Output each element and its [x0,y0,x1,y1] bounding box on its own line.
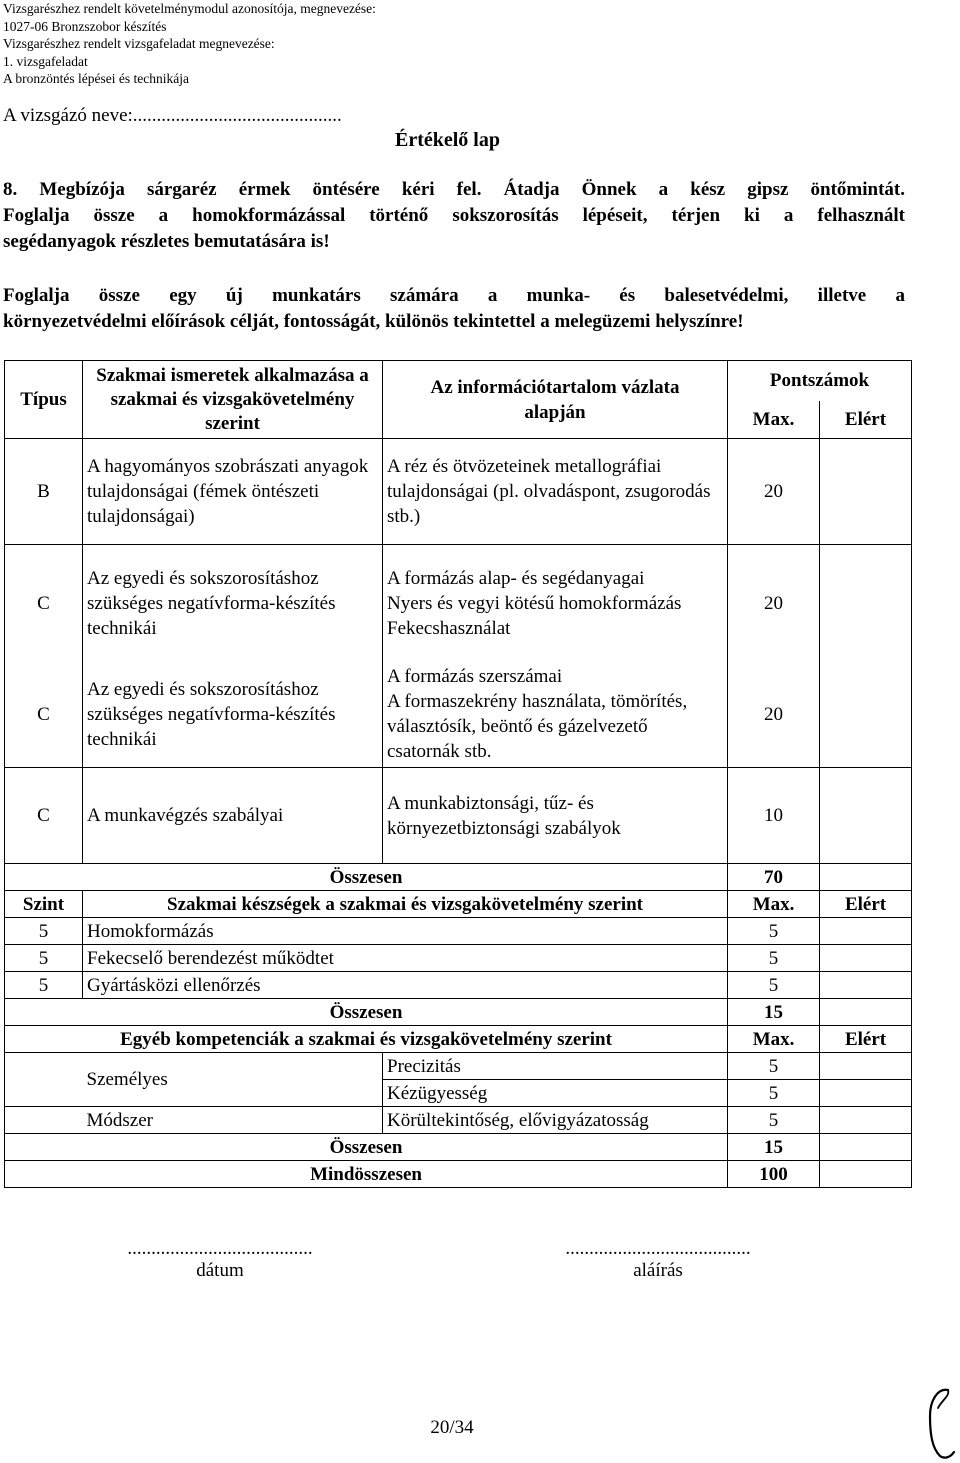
row-max: 20 [728,662,820,768]
row-outline: A munkabiztonsági, tűz- és környezetbiztonsági szabályok [383,768,728,864]
grand-total-row [5,1161,912,1188]
header-line: A bronzöntés lépései és technikája [3,71,189,87]
table-row [5,945,912,972]
header-skills: Szakmai készségek a szakmai és vizsgakövetelmény szerint [83,891,728,918]
subtotal-row [5,864,912,891]
table-row [5,1053,912,1080]
header-outline: Az információtartalom vázlata alapján [383,361,728,439]
row-type: B [5,439,83,545]
competence-max: 5 [728,1080,820,1107]
header-type: Típus [5,361,83,439]
row-outline: A formázás szerszámai A formaszekrény használata, tömörítés, választósík, beöntő és gázelvezető csatornák stb. [383,662,728,768]
header-max: Max. [728,401,820,439]
header-points: Pontszámok [728,361,912,401]
competence-group: Módszer [83,1107,383,1134]
row-type: C [5,662,83,768]
date-field [85,1238,355,1282]
task-one-text: 8. Megbízója sárgaréz érmek öntésére kéri fel. Átadja Önnek a kész gipsz öntőmintát. Foglalja össze a homokformázással történő sokszorosítás lépéseit, térjen ki a felhasznált segédanyagok részletes bemutatására is! [3,179,905,252]
row-type: C [5,545,83,662]
header-line: 1. vizsgafeladat [3,53,88,69]
competence-max: 5 [728,1053,820,1080]
row-knowledge: Az egyedi és sokszorosításhoz szükséges negatívforma-készítés technikái [83,662,383,768]
signature-dots: ....................................... [565,1238,751,1259]
row-max: 20 [728,439,820,545]
skill-name: Homokformázás [83,918,728,945]
grand-total-value: 100 [728,1161,820,1188]
header-line: Vizsgarészhez rendelt követelménymodul azonosítója, megnevezése: [3,1,376,16]
competence-name: Körültekintőség, elővigyázatosság [383,1107,728,1134]
date-dots: ....................................... [127,1238,313,1259]
signature-label: aláírás [633,1260,683,1281]
subtotal-row [5,999,912,1026]
row-achieved [820,768,912,864]
row-max: 20 [728,545,820,662]
row-knowledge: A munkavégzés szabályai [83,768,383,864]
grand-total-label: Mindösszesen [5,1161,728,1188]
competence-name: Precizitás [383,1053,728,1080]
skills-table [4,863,912,1188]
skill-max: 5 [728,945,820,972]
subtotal-label: Összesen [5,1134,728,1161]
table-row [5,662,912,768]
skill-name: Fekecselő berendezést működtet [83,945,728,972]
row-max: 10 [728,768,820,864]
row-knowledge: Az egyedi és sokszorosításhoz szükséges negatívforma-készítés technikái [83,545,383,662]
date-label: dátum [196,1260,244,1281]
row-achieved [820,545,912,662]
skill-name: Gyártásközi ellenőrzés [83,972,728,999]
signature-field [523,1238,793,1282]
skill-level: 5 [5,972,83,999]
header-max: Max. [728,891,820,918]
subtotal-value: 15 [728,999,820,1026]
skill-max: 5 [728,972,820,999]
header-level: Szint [5,891,83,918]
header-line: Vizsgarészhez rendelt vizsgafeladat megnevezése: [3,36,275,52]
row-outline: A formázás alap- és segédanyagai Nyers és vegyi kötésű homokformázás Fekecshasználat [383,545,728,662]
table-row [5,918,912,945]
header-line: 1027-06 Bronzszobor készítés [3,18,167,34]
sheet-title: Értékelő lap [395,129,500,151]
row-type: C [5,768,83,864]
skills-header-row [5,891,912,918]
competence-max: 5 [728,1107,820,1134]
table-row [5,972,912,999]
subtotal-label: Összesen [5,999,728,1026]
table-row [5,545,912,662]
header-competences: Egyéb kompetenciák a szakmai és vizsgakövetelmény szerint [5,1026,728,1053]
skill-max: 5 [728,918,820,945]
row-outline: A réz és ötvözeteinek metallográfiai tulajdonságai (pl. olvadáspont, zsugorodás stb.) [383,439,728,545]
competence-name: Kézügyesség [383,1080,728,1107]
candidate-name-line: A vizsgázó neve:............................................ [3,105,342,126]
subtotal-value: 15 [728,1134,820,1161]
subtotal-value: 70 [728,864,820,891]
table-row [5,439,912,545]
knowledge-table [4,360,912,864]
row-knowledge: A hagyományos szobrászati anyagok tulajdonságai (fémek öntészeti tulajdonságai) [83,439,383,545]
table-row [5,1107,912,1134]
row-achieved [820,662,912,768]
document-header [3,0,376,88]
header-achieved: Elért [820,891,912,918]
page-number: 20/34 [430,1417,474,1438]
subtotal-label: Összesen [5,864,728,891]
skill-level: 5 [5,945,83,972]
competence-header-row [5,1026,912,1053]
header-achieved: Elért [820,1026,912,1053]
row-achieved [820,439,912,545]
skill-level: 5 [5,918,83,945]
handwritten-mark-icon [920,1386,958,1460]
competence-group: Személyes [83,1053,383,1107]
subtotal-row [5,1134,912,1161]
header-knowledge: Szakmai ismeretek alkalmazása a szakmai és vizsgakövetelmény szerint [83,361,383,439]
header-max: Max. [728,1026,820,1053]
task-two-text: Foglalja össze egy új munkatárs számára a munka- és balesetvédelmi, illetve a környezetvédelmi előírások célját, fontosságát, különös tekintettel a melegüzemi helyszínre! [3,285,905,332]
table-row [5,768,912,864]
header-achieved: Elért [820,401,912,439]
